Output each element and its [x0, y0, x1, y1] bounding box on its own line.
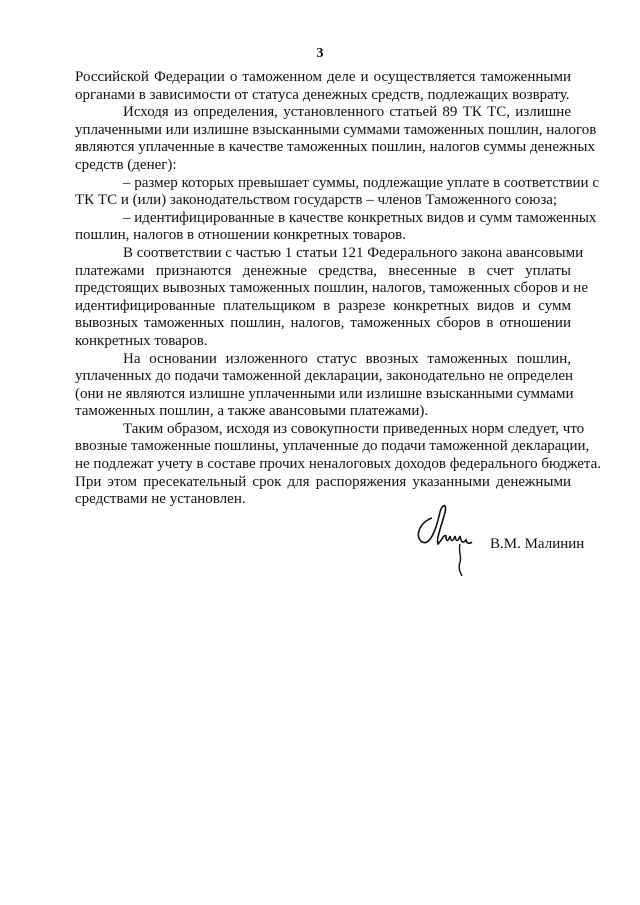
text-line: уплаченными или излишне взысканными суммами таможенных пошлин, налогов — [75, 121, 597, 138]
page-number: 3 — [316, 46, 324, 61]
text-line: средств (денег): — [75, 156, 177, 173]
text-line: вывозных таможенных пошлин, налогов, таможенных сборов в отношении — [75, 315, 571, 332]
text-line: – размер которых превышает суммы, подлежащие уплате в соответствии с — [123, 174, 599, 191]
text-line: пошлин, налогов в отношении конкретных товаров. — [75, 227, 406, 244]
paragraph — [75, 104, 597, 174]
paragraph — [75, 420, 602, 509]
text-line: В соответствии с частью 1 статьи 121 Федерального закона авансовыми — [123, 244, 584, 261]
text-line: (они не являются излишне уплаченными или излишне взысканными суммами — [75, 385, 574, 402]
text-line: не подлежат учету в составе прочих неналоговых доходов федерального бюджета. — [75, 456, 602, 473]
text-line: ТК ТС и (или) законодательством государств – членов Таможенного союза; — [75, 192, 558, 209]
text-line: органами в зависимости от статуса денежных средств, подлежащих возврату. — [75, 86, 570, 103]
text-line: – идентифицированные в качестве конкретных видов и сумм таможенных — [123, 209, 597, 226]
text-line: На основании изложенного статус ввозных таможенных пошлин, — [123, 350, 571, 367]
text-line: идентифицированные плательщиком в разрезе конкретных видов и сумм — [75, 297, 571, 314]
document-body — [75, 69, 602, 509]
text-line: предстоящих вывозных таможенных пошлин, налогов, таможенных сборов и не — [75, 280, 588, 297]
text-line: таможенных пошлин, а также авансовыми платежами). — [75, 403, 429, 420]
text-line: ввозные таможенные пошлины, уплаченные до подачи таможенной декларации, — [75, 438, 590, 455]
paragraph — [75, 244, 588, 351]
text-line: Таким образом, исходя из совокупности приведенных норм следует, что — [123, 420, 585, 437]
text-line: уплаченных до подачи таможенной декларации, законодательно не определен — [75, 368, 574, 385]
paragraph — [75, 209, 597, 245]
text-line: средствами не установлен. — [75, 491, 246, 508]
text-line: конкретных товаров. — [75, 332, 208, 349]
signatory-name: В.М. Малинин — [490, 536, 585, 552]
text-line: Российской Федерации о таможенном деле и осуществляется таможенными — [75, 69, 571, 85]
text-line: Исходя из определения, установленного статьей 89 ТК ТС, излишне — [123, 104, 571, 121]
signature — [410, 500, 480, 580]
text-line: При этом пресекательный срок для распоряжения указанными денежными — [75, 473, 571, 490]
paragraph — [75, 174, 599, 210]
text-line: платежами признаются денежные средства, внесенные в счет уплаты — [75, 262, 571, 279]
paragraph — [75, 350, 574, 421]
paragraph — [75, 69, 571, 104]
text-line: являются уплаченные в качестве таможенных пошлин, налогов суммы денежных — [75, 139, 595, 156]
